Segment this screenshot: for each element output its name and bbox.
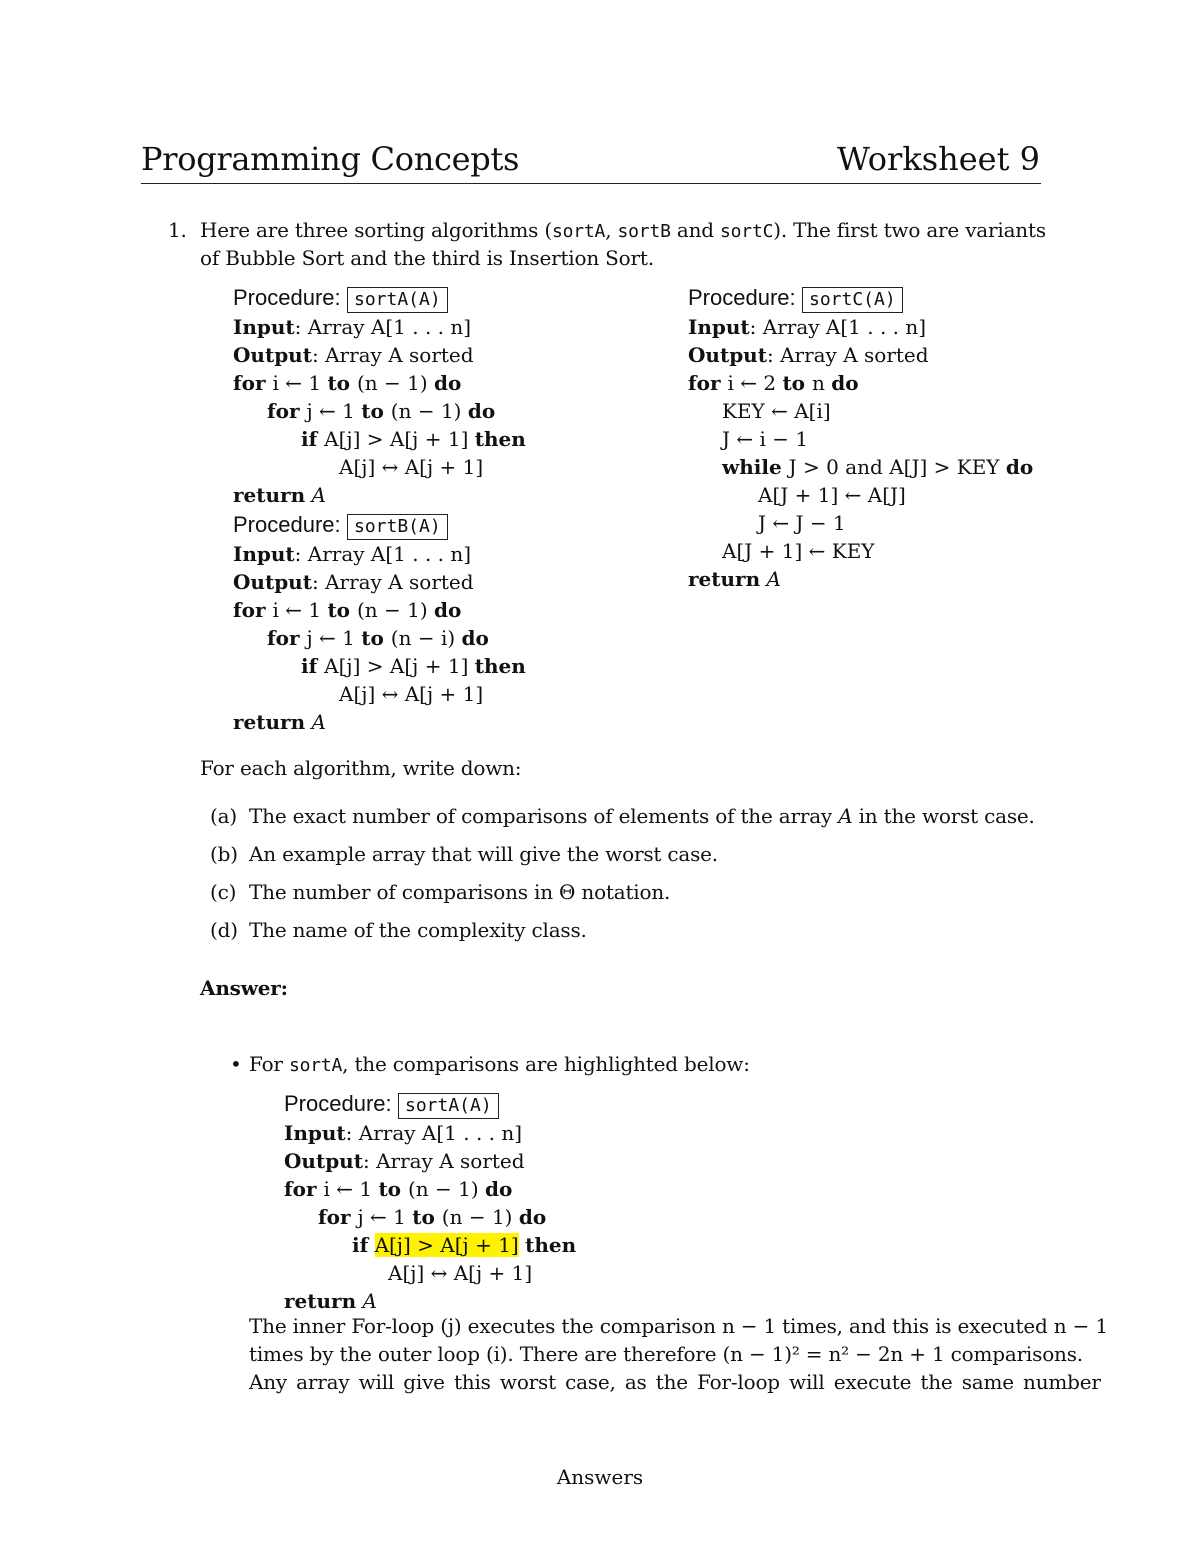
question-number: 1. (168, 218, 187, 242)
item-d-label: (d) (210, 918, 238, 942)
answer-para-line3: Any array will give this worst case, as the For-loop will execute the same number (249, 1370, 1101, 1394)
for-each-text: For each algorithm, write down: (200, 756, 522, 780)
answer-para-line2: times by the outer loop (i). There are therefore (n − 1)² = n² − 2n + 1 comparisons. (249, 1342, 1083, 1366)
item-b-label: (b) (210, 842, 238, 866)
answer-heading: Answer: (200, 976, 288, 1000)
question-intro: Here are three sorting algorithms (sortA, sortB and sortC). The first two are variants (200, 218, 1046, 242)
item-a-label: (a) (210, 804, 237, 828)
procedure-sortC: Procedure: sortC(A) Input: Array A[1 . . . n] Output: Array A sorted for i ← 2 to n do KEY ← A[i] J ← i − 1 while J > 0 and A[J] > KEY do A[J + 1] ← A[J] J ← J − 1 A[J + 1] ← KEY return A (688, 285, 1034, 591)
header-rule (141, 183, 1041, 184)
sortC-signature: sortC(A) (802, 287, 903, 313)
item-c-label: (c) (210, 880, 237, 904)
highlighted-comparison: A[j] > A[j + 1] (374, 1233, 519, 1257)
procedure-sortA: Procedure: sortA(A) Input: Array A[1 . . . n] Output: Array A sorted for i ← 1 to (n − 1) do for j ← 1 to (n − 1) do if A[j] > A[j + 1] then A[j] ↔ A[j + 1] return A (233, 285, 526, 507)
sortA-signature: sortA(A) (347, 287, 448, 313)
answer-bullet: For sortA, the comparisons are highlighted below: (249, 1052, 750, 1076)
page-title: Programming Concepts (141, 140, 520, 178)
item-d-text: The name of the complexity class. (249, 918, 587, 942)
item-b-text: An example array that will give the worst case. (249, 842, 718, 866)
procedure-sortB: Procedure: sortB(A) Input: Array A[1 . . . n] Output: Array A sorted for i ← 1 to (n − 1) do for j ← 1 to (n − i) do if A[j] > A[j + 1] then A[j] ↔ A[j + 1] return A (233, 512, 526, 734)
page-footer: Answers (556, 1465, 644, 1489)
procedure-sortA-highlighted: Procedure: sortA(A) Input: Array A[1 . . . n] Output: Array A sorted for i ← 1 to (n − 1) do for j ← 1 to (n − 1) do if A[j] > A[j + 1] then A[j] ↔ A[j + 1] return A (284, 1091, 577, 1313)
item-c-text: The number of comparisons in Θ notation. (249, 880, 671, 904)
answer-para-line1: The inner For-loop (j) executes the comparison n − 1 times, and this is executed n − 1 (249, 1314, 1108, 1338)
bullet-icon: • (230, 1052, 242, 1076)
question-intro-line2: of Bubble Sort and the third is Insertion Sort. (200, 246, 654, 270)
sortB-signature: sortB(A) (347, 514, 448, 540)
worksheet-label: Worksheet 9 (837, 140, 1040, 178)
item-a-text: The exact number of comparisons of elements of the array A in the worst case. (249, 804, 1035, 828)
